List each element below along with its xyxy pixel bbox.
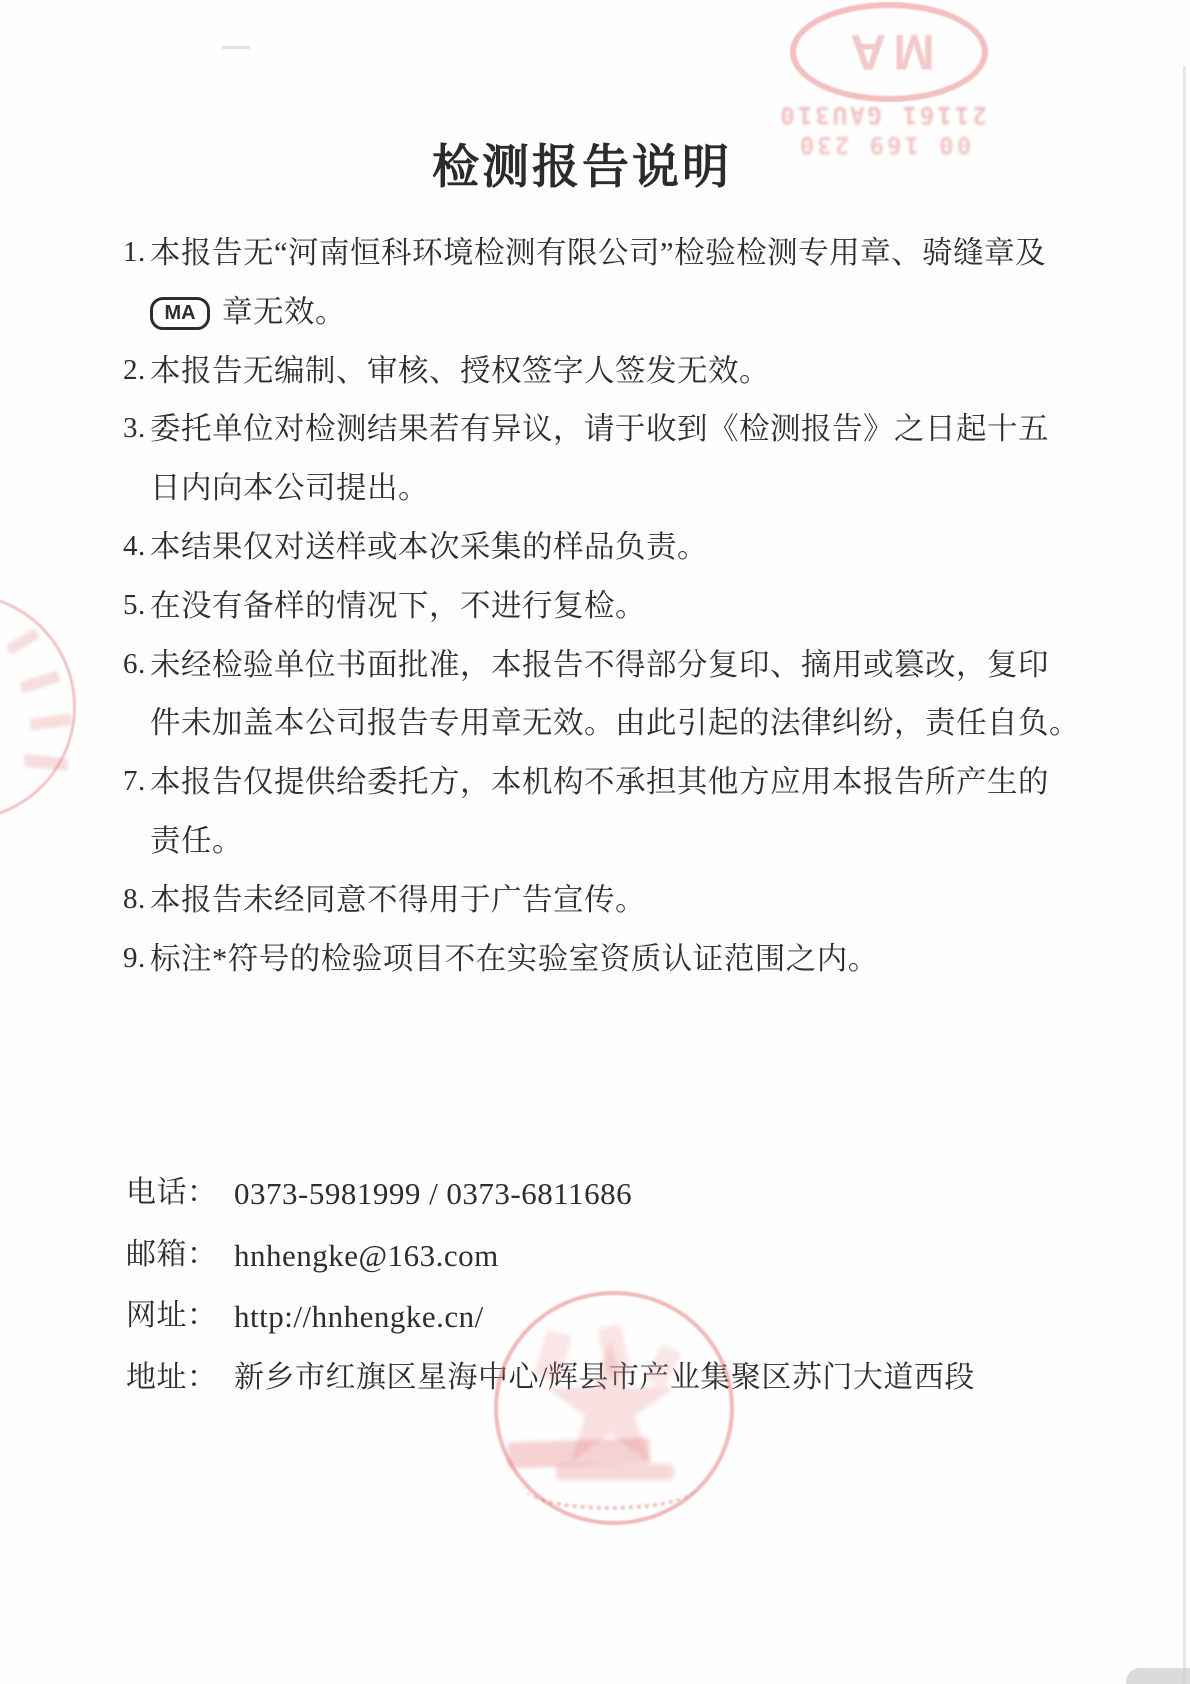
website-value: http://hnhengke.cn/ (234, 1299, 484, 1334)
item-text: 未经检验单位书面批准，本报告不得部分复印、摘用或篡改，复印 (150, 647, 1049, 682)
list-item (123, 590, 1103, 649)
list-item-continuation (123, 707, 1103, 766)
phone-value: 0373-5981999 / 0373-6811686 (234, 1176, 633, 1211)
phone-label: 电话： (126, 1176, 218, 1209)
scan-artifact-tick (222, 46, 250, 49)
item-number: 3. (123, 412, 146, 445)
left-partial-red-stamp (0, 593, 76, 821)
stamp-serial-line-1: 21161 GAU310 (777, 101, 987, 129)
list-item (123, 649, 1103, 708)
item-text: 标注*符号的检验项目不在实验室资质认证范围之内。 (150, 941, 879, 976)
cma-mark-icon (150, 297, 210, 330)
item-text: 本报告仅提供给委托方，本机构不承担其他方应用本报告所产生的 (150, 765, 1049, 800)
list-item-continuation (123, 296, 1103, 355)
item-number: 8. (123, 882, 146, 915)
item-text: 本报告无“河南恒科环境检测有限公司”检验检测专用章、骑缝章及 (150, 236, 1047, 270)
item-text: 本结果仅对送样或本次采集的样品负责。 (150, 529, 708, 564)
list-item (123, 355, 1103, 414)
list-item (123, 943, 1103, 1002)
item-text: 在没有备样的情况下，不进行复检。 (150, 588, 646, 623)
cma-red-stamp-letters: MA (843, 24, 935, 80)
item-number: 9. (123, 941, 146, 974)
item-number: 1. (123, 236, 146, 268)
scan-artifact-right-edge (1183, 66, 1186, 1684)
website-label: 网址： (126, 1299, 218, 1332)
email-label: 邮箱： (126, 1237, 218, 1271)
item-text: 章无效。 (222, 294, 346, 329)
cma-mark-label: MA (164, 301, 196, 324)
list-item-continuation (123, 472, 1103, 531)
item-text: 委托单位对检测结果若有异议，请于收到《检测报告》之日起十五 (150, 412, 1049, 447)
item-number: 6. (123, 647, 146, 680)
list-item (123, 884, 1103, 943)
item-text: 本报告未经同意不得用于广告宣传。 (150, 882, 646, 917)
item-number: 7. (123, 765, 146, 798)
stamp-serial-line-2: 00 169 230 (796, 131, 972, 159)
item-number: 2. (123, 353, 146, 386)
stamp-star-icon: ★ (534, 1313, 686, 1499)
notice-list (123, 237, 1103, 1001)
item-text: 本报告无编制、审核、授权签字人签发无效。 (150, 353, 770, 388)
scan-artifact-corner (1126, 1668, 1190, 1684)
item-text: 件未加盖本公司报告专用章无效。由此引起的法律纠纷，责任自负。 (150, 706, 1080, 741)
address-value: 新乡市红旗区星海中心/辉县市产业集聚区苏门大道西段 (234, 1360, 975, 1394)
contact-row-email (126, 1239, 975, 1301)
item-number: 5. (123, 588, 146, 621)
stamp-arc-text-trace (522, 1462, 698, 1510)
list-item (123, 413, 1103, 472)
item-number: 4. (123, 529, 146, 562)
item-text: 责任。 (150, 823, 243, 858)
list-item (123, 531, 1103, 590)
list-item (123, 237, 1103, 296)
item-text: 日内向本公司提出。 (150, 471, 429, 506)
address-label: 地址： (126, 1360, 218, 1394)
list-item-continuation (123, 825, 1103, 884)
list-item (123, 766, 1103, 825)
contact-row-phone (126, 1177, 975, 1239)
page-title: 检测报告说明 (432, 140, 732, 193)
cma-red-stamp-oval (790, 2, 988, 102)
email-value: hnhengke@163.com (234, 1237, 499, 1273)
